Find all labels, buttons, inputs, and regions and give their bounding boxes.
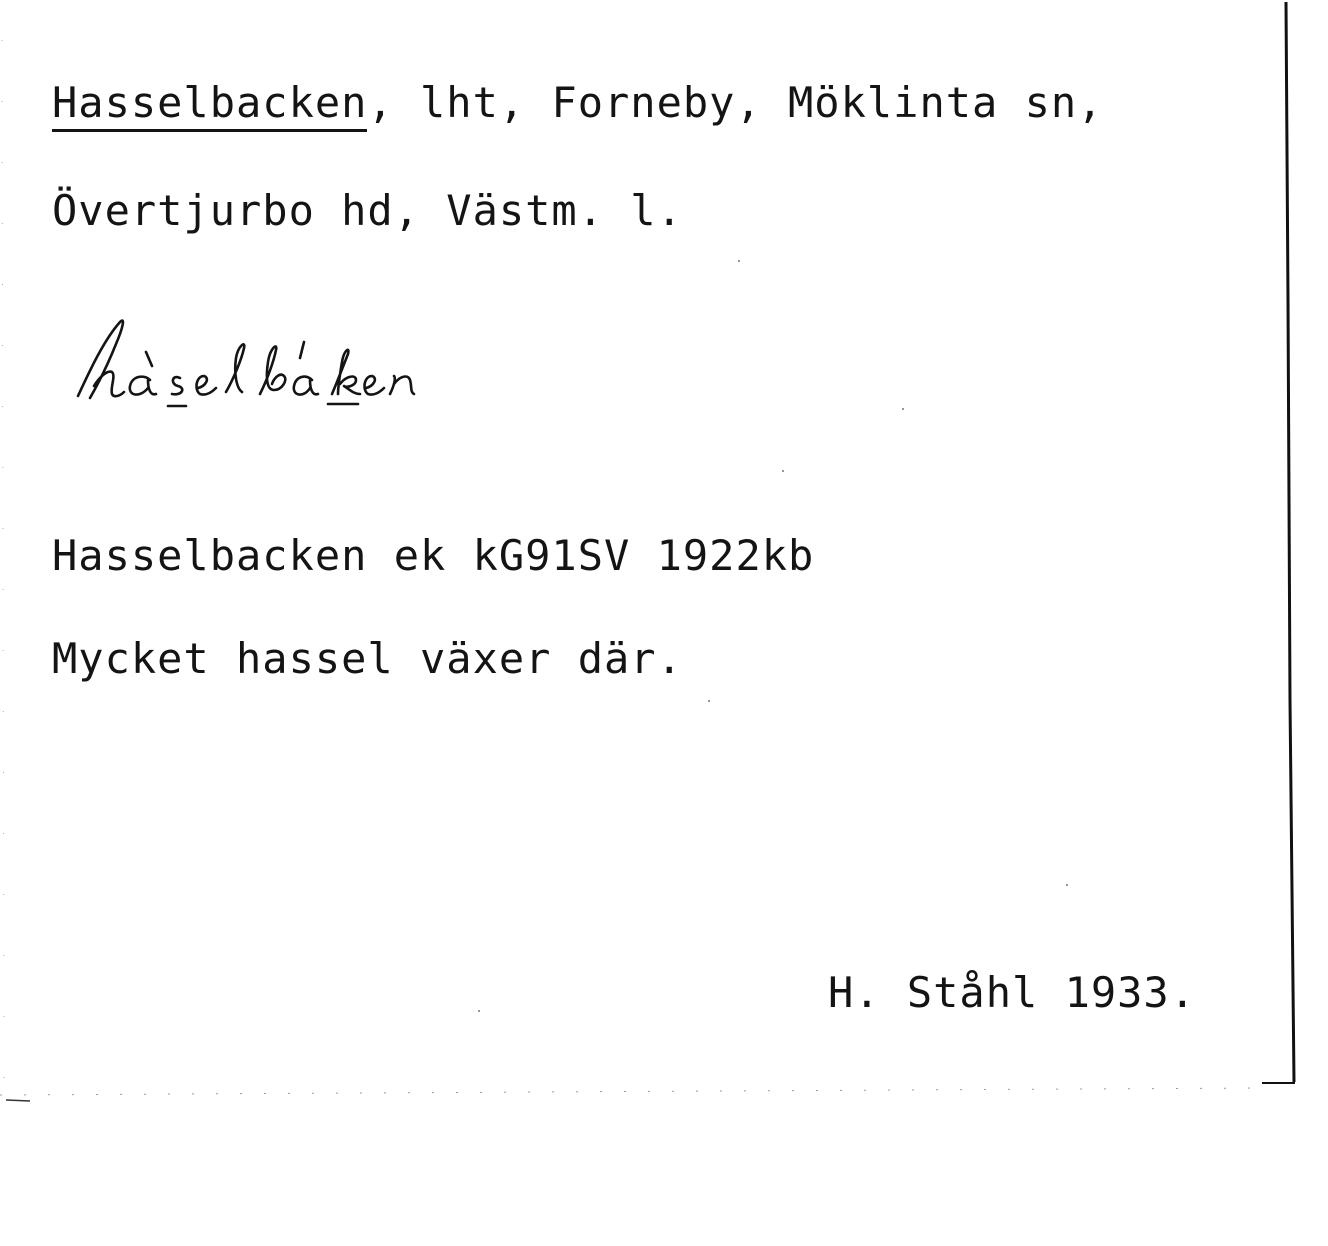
header-line [52, 78, 1104, 127]
scan-speck [738, 260, 740, 262]
signature: H. Ståhl 1933. [828, 968, 1197, 1017]
scan-speck [902, 408, 904, 410]
scan-speck [1066, 884, 1068, 886]
handwritten-pronunciation [60, 300, 620, 440]
scan-speck [782, 470, 784, 472]
place-name: Hasselbacken [52, 78, 367, 132]
scan-speck [478, 1010, 480, 1012]
source-reference-line: Hasselbacken ek kG91SV 1922kb [52, 531, 815, 580]
place-description: , lht, Forneby, Möklinta sn, [367, 78, 1104, 127]
note-line: Mycket hassel växer där. [52, 634, 683, 683]
location-line: Övertjurbo hd, Västm. l. [52, 186, 683, 235]
scan-speck [708, 700, 710, 702]
